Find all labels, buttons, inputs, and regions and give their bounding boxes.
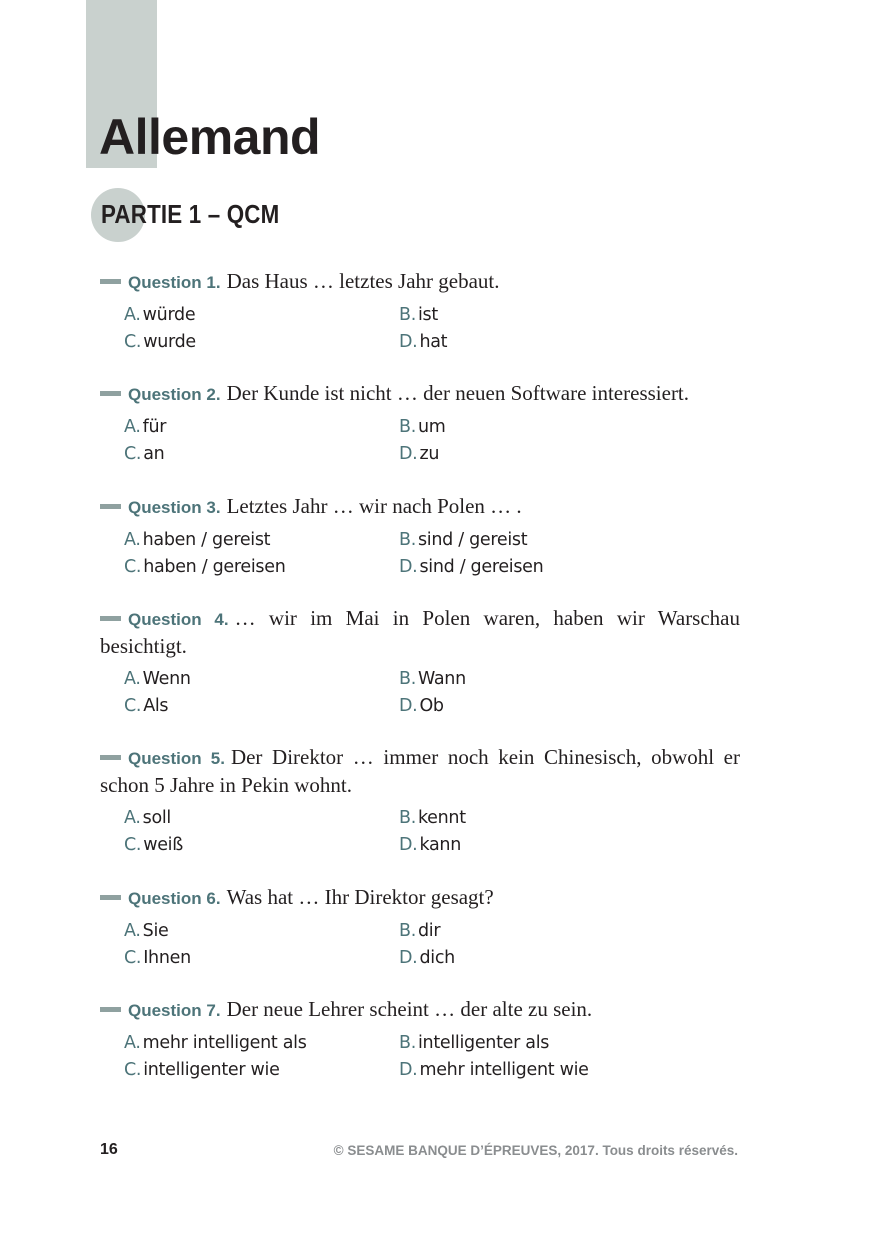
option-letter: D. — [399, 444, 418, 464]
option-letter: C. — [124, 557, 142, 577]
answer-options — [100, 302, 740, 356]
option-letter: D. — [399, 696, 418, 716]
question-marker — [100, 504, 121, 509]
option-a[interactable] — [124, 918, 168, 945]
option-a[interactable] — [124, 805, 171, 832]
question-label: Question 3. — [128, 498, 221, 517]
option-letter: B. — [399, 305, 416, 325]
option-letter: D. — [399, 557, 418, 577]
option-d[interactable] — [399, 693, 444, 720]
option-d[interactable] — [399, 832, 461, 859]
option-letter: B. — [399, 669, 416, 689]
option-d[interactable] — [399, 945, 455, 972]
option-b[interactable] — [399, 918, 440, 945]
option-d[interactable] — [399, 1057, 589, 1084]
question-label: Question 2. — [128, 385, 221, 404]
answer-options — [100, 1030, 740, 1084]
option-d[interactable] — [399, 441, 439, 468]
option-letter: A. — [124, 530, 141, 550]
question-text: Der Kunde ist nicht … der neuen Software interessiert. — [226, 381, 690, 405]
question-text: Der neue Lehrer scheint … der alte zu sein. — [226, 997, 593, 1021]
option-b[interactable] — [399, 666, 466, 693]
option-text: wurde — [143, 332, 196, 352]
question-text: Das Haus … letztes Jahr gebaut. — [226, 269, 500, 293]
option-a[interactable] — [124, 414, 166, 441]
option-letter: C. — [124, 696, 142, 716]
option-letter: C. — [124, 444, 142, 464]
option-letter: B. — [399, 1033, 416, 1053]
question-label: Question 4. — [128, 610, 229, 629]
option-text: kann — [419, 835, 461, 855]
option-text: sind / gereisen — [419, 557, 544, 577]
option-c[interactable] — [124, 1057, 280, 1084]
option-d[interactable] — [399, 329, 447, 356]
option-d[interactable] — [399, 554, 543, 581]
option-text: mehr intelligent als — [142, 1033, 307, 1053]
option-letter: B. — [399, 808, 416, 828]
option-text: haben / gereist — [142, 530, 271, 550]
question-marker — [100, 279, 121, 284]
question-marker — [100, 755, 121, 760]
option-letter: D. — [399, 1060, 418, 1080]
option-letter: A. — [124, 921, 141, 941]
option-text: Ob — [419, 696, 444, 716]
question-label: Question 5. — [128, 749, 225, 768]
answer-options — [100, 666, 740, 720]
option-letter: C. — [124, 948, 142, 968]
answer-options — [100, 414, 740, 468]
option-b[interactable] — [399, 302, 438, 329]
answer-options — [100, 918, 740, 972]
option-text: Wann — [417, 669, 466, 689]
answer-options — [100, 805, 740, 859]
option-text: dich — [419, 948, 455, 968]
option-text: mehr intelligent wie — [419, 1060, 589, 1080]
option-letter: C. — [124, 1060, 142, 1080]
option-text: Wenn — [142, 669, 191, 689]
option-c[interactable] — [124, 329, 196, 356]
option-text: soll — [142, 808, 171, 828]
option-letter: A. — [124, 808, 141, 828]
option-text: weiß — [143, 835, 183, 855]
question-7 — [100, 996, 740, 1084]
option-text: intelligenter wie — [143, 1060, 280, 1080]
question-label: Question 1. — [128, 273, 221, 292]
copyright-notice: © SESAME BANQUE D’ÉPREUVES, 2017. Tous droits réservés. — [333, 1143, 738, 1158]
answer-options — [100, 527, 740, 581]
option-letter: B. — [399, 921, 416, 941]
option-letter: B. — [399, 417, 416, 437]
question-3 — [100, 493, 740, 581]
page-number: 16 — [100, 1141, 118, 1158]
option-b[interactable] — [399, 1030, 549, 1057]
option-text: an — [143, 444, 165, 464]
option-a[interactable] — [124, 1030, 307, 1057]
option-a[interactable] — [124, 302, 195, 329]
option-text: haben / gereisen — [143, 557, 286, 577]
page-title: Allemand — [99, 109, 321, 165]
option-letter: A. — [124, 417, 141, 437]
option-letter: A. — [124, 669, 141, 689]
question-marker — [100, 616, 121, 621]
option-b[interactable] — [399, 805, 466, 832]
option-text: für — [142, 417, 167, 437]
question-marker — [100, 391, 121, 396]
option-c[interactable] — [124, 693, 168, 720]
option-letter: A. — [124, 1033, 141, 1053]
option-b[interactable] — [399, 527, 527, 554]
option-text: ist — [417, 305, 438, 325]
question-1 — [100, 268, 740, 356]
question-4 — [100, 605, 740, 720]
question-label: Question 7. — [128, 1001, 221, 1020]
option-c[interactable] — [124, 554, 285, 581]
option-b[interactable] — [399, 414, 446, 441]
option-c[interactable] — [124, 945, 191, 972]
option-letter: C. — [124, 835, 142, 855]
option-letter: B. — [399, 530, 416, 550]
option-text: würde — [142, 305, 196, 325]
option-letter: A. — [124, 305, 141, 325]
option-c[interactable] — [124, 832, 183, 859]
option-text: Sie — [142, 921, 169, 941]
section-title: PARTIE 1 – QCM — [101, 199, 280, 229]
option-c[interactable] — [124, 441, 164, 468]
option-letter: C. — [124, 332, 142, 352]
question-5 — [100, 744, 740, 859]
option-text: kennt — [417, 808, 466, 828]
option-letter: D. — [399, 332, 418, 352]
option-text: Ihnen — [143, 948, 191, 968]
option-text: intelligenter als — [417, 1033, 550, 1053]
question-marker — [100, 895, 121, 900]
option-text: sind / gereist — [417, 530, 528, 550]
question-text: Was hat … Ihr Direktor gesagt? — [226, 885, 494, 909]
question-marker — [100, 1007, 121, 1012]
option-text: dir — [417, 921, 441, 941]
option-letter: D. — [399, 835, 418, 855]
option-text: Als — [143, 696, 169, 716]
option-text: zu — [419, 444, 440, 464]
option-a[interactable] — [124, 527, 270, 554]
question-text: Der Direktor … immer noch kein Chinesisch, obwohl er schon 5 Jahre in Pekin wohnt. — [100, 745, 740, 797]
question-6 — [100, 884, 740, 972]
question-text: Letztes Jahr … wir nach Polen … . — [226, 494, 522, 518]
question-2 — [100, 380, 740, 468]
option-a[interactable] — [124, 666, 191, 693]
option-text: hat — [419, 332, 448, 352]
question-text: … wir im Mai in Polen waren, haben wir Warschau besichtigt. — [100, 606, 741, 658]
option-letter: D. — [399, 948, 418, 968]
question-label: Question 6. — [128, 889, 221, 908]
option-text: um — [417, 417, 446, 437]
